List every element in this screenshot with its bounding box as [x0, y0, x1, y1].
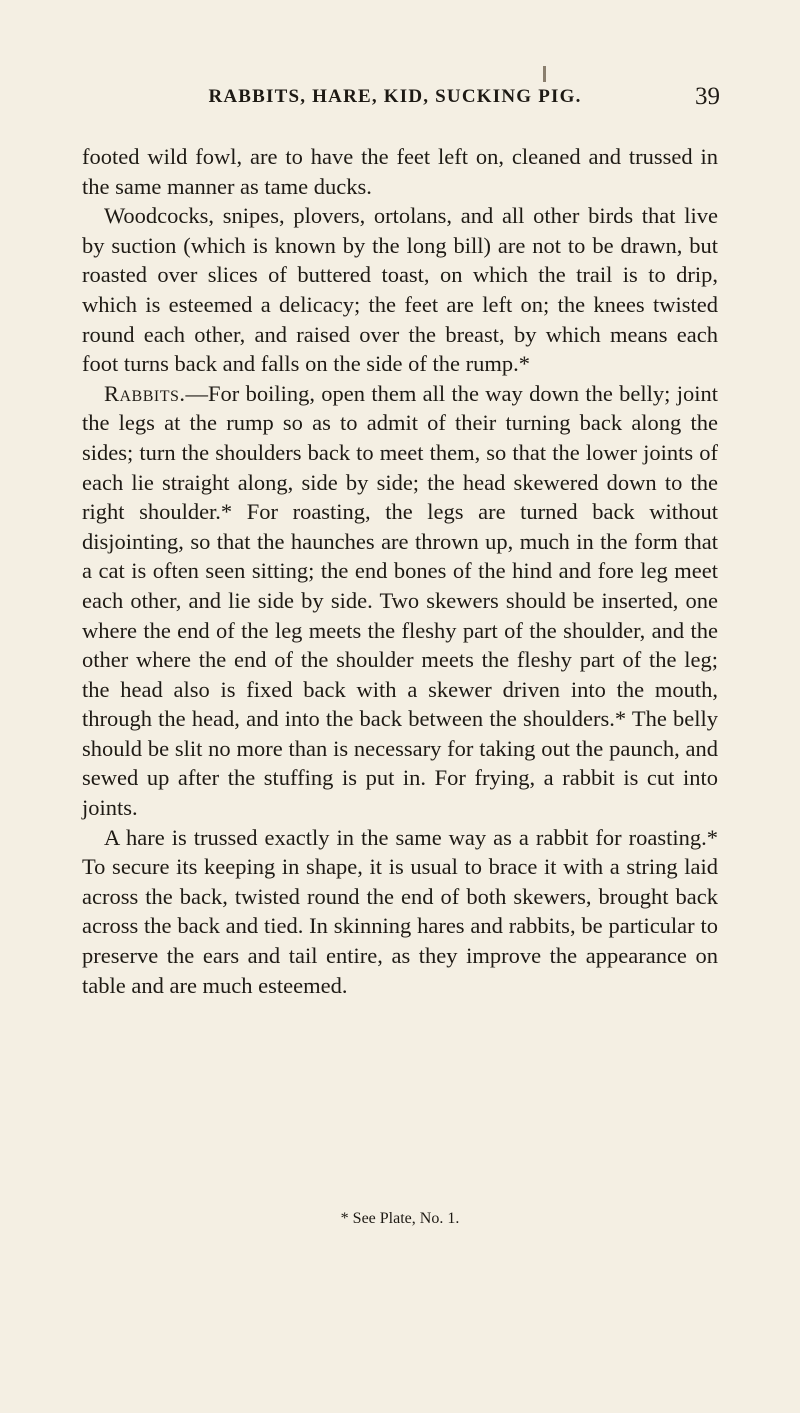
- footnote: * See Plate, No. 1.: [340, 1210, 460, 1227]
- paragraph-1: footed wild fowl, are to have the feet left on, cleaned and trussed in the same manner as tame ducks.: [82, 144, 718, 199]
- page-header: [120, 83, 720, 122]
- running-head: RABBITS, HARE, KID, SUCKING PIG.: [208, 86, 582, 107]
- paragraph-3-text: —For boiling, open them all the way down the belly; joint the legs at the rump so as to admit of their turning back along the sides; turn the shoulders back to meet them, so that the lower joints of each lie straight along, side by side; the head skewered down to the right shoulder.* For roasting, the legs are turned back without disjointing, so that the haunches are thrown up, much in the form that a cat is often seen sitting; the end bones of the hind and fore leg meet each other, and lie side by side. Two skewers should be inserted, one where the end of the leg meets the fleshy part of the shoulder, and the other where the end of the shoulder meets the fleshy part of the leg; the head also is fixed back with a skewer driven into the mouth, through the head, and into the back between the shoulders.* The belly should be slit no more than is necessary for taking out the paunch, and sewed up after the stuffing is put in. For frying, a rabbit is cut into joints.: [82, 380, 718, 821]
- paragraph-4: A hare is trussed exactly in the same way as a rabbit for roasting.* To secure its keeping in shape, it is usual to brace it with a string laid across the back, twisted round the end of both skewers, brought back across the back and tied. In skinning hares and rabbits, be particular to preserve the ears and tail entire, as they improve the appearance on table and are much esteemed.: [82, 824, 718, 998]
- body-text: [82, 142, 718, 1000]
- margin-mark: [543, 66, 546, 82]
- paragraph-3: [82, 379, 718, 823]
- page-number: 39: [695, 83, 720, 110]
- paragraph-2: Woodcocks, snipes, plovers, ortolans, and all other birds that live by suction (which is known by the long bill) are not to be drawn, but roasted over slices of buttered toast, on which the trail is to drip, which is esteemed a delicacy; the feet are left on; the knees twisted round each other, and raised over the breast, by which means each foot turns back and falls on the side of the rump.*: [82, 203, 718, 377]
- paragraph-3-lead: Rabbits.: [104, 380, 186, 406]
